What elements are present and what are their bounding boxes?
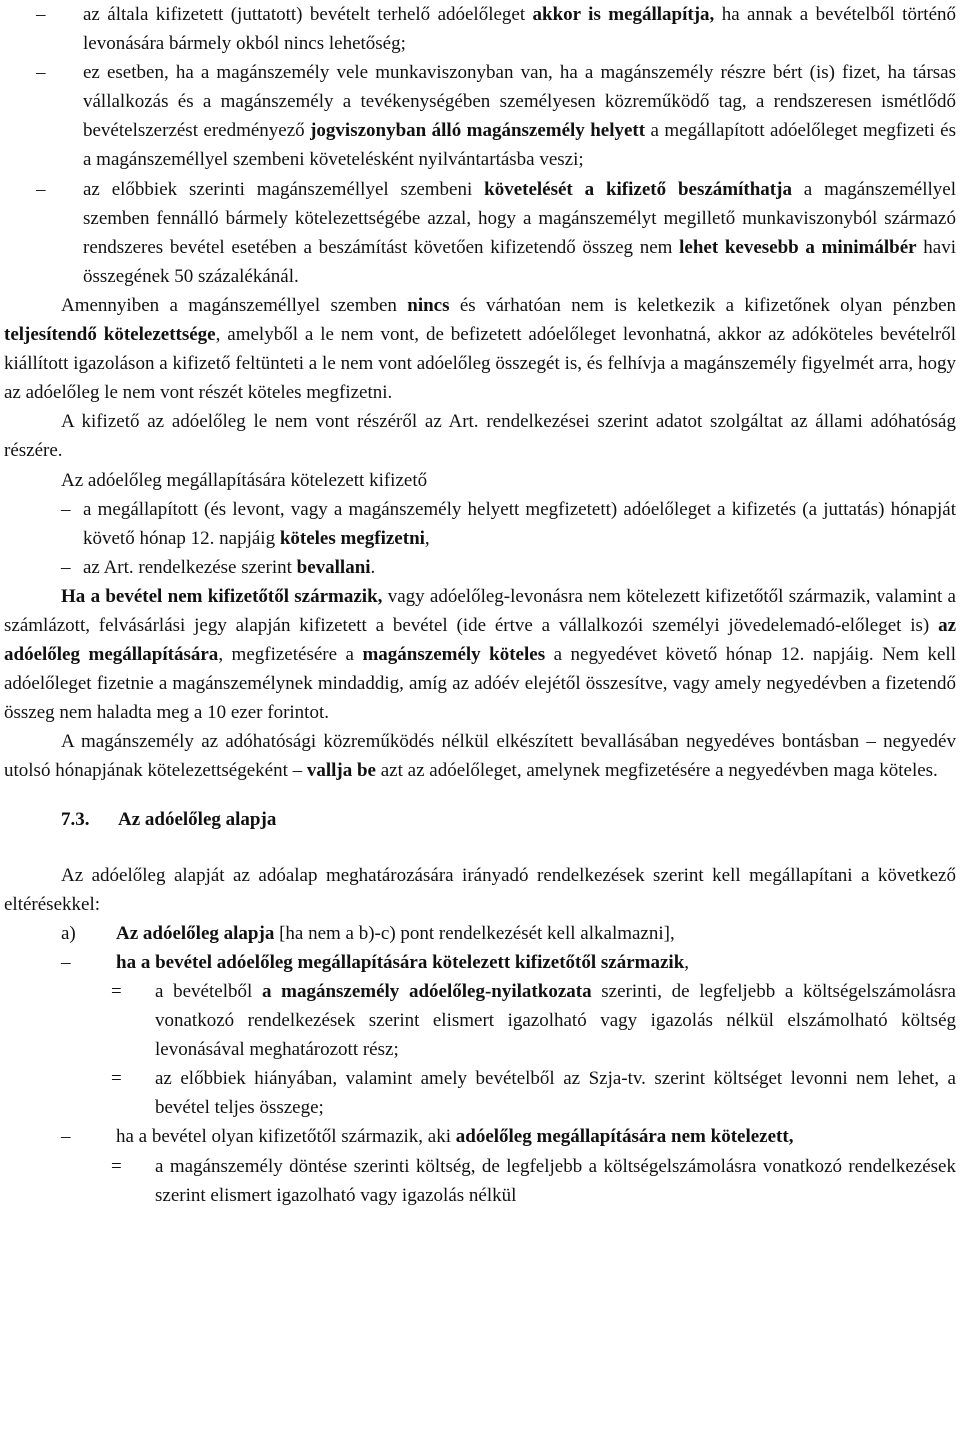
paragraph-obligated-payer: Az adóelőleg megállapítására kötelezett kifizető [61,469,428,491]
dash-item-2: – ez esetben, ha a magánszemély vele munkaviszonyban van, ha a magánszemély részre bért (is) fizet, ha társas vállalkozás és a magánszemély a tevékenységében személyesen közreműködő tag, a rendszeresen ismétlődő bevételszerzést eredményező jogviszonyban álló magánszemély helyett a megállapított adóelőleget megfizeti és a magánszeméllyel szembeni követelésként nyilvántartásba veszi; [4,58,956,174]
eq-item-2: = az előbbiek hiányában, valamint amely bevételből az Szja-tv. szerint költséget levonni nem lehet, a bevétel teljes összege; [4,1064,956,1122]
dash-marker: – [61,951,71,973]
dash-marker: – [36,4,46,25]
section-title: Az adóelőleg alapja [118,808,277,830]
eq-marker: = [111,981,122,1002]
dash-item-declare: – az Art. rendelkezése szerint bevallani. [4,553,956,582]
paragraph-data-supply: A kifizető az adóelőleg le nem vont részéről az Art. rendelkezései szerint adatot szolgáltat az állami adóhatóság részére. [4,411,956,462]
dash-item-1: – az általa kifizetett (juttatott) bevételt terhelő adóelőleget akkor is megállapítja, ha annak a bevételből történő levonására bármely okból nincs lehetőség; [4,0,956,58]
paragraph-quarterly-return: A magánszemély az adóhatósági közreműködés nélkül elkészített bevallásában negyedéves bontásban – negyedév utolsó hónapjának kötelezettségeként – vallja be azt az adóelőleget, amelynek megfizetésére a negyedévben maga köteles. [4,731,956,782]
dash-item-3: – az előbbiek szerinti magánszeméllyel szembeni követelését a kifizető beszámíthatja a magánszeméllyel szemben fennálló bármely kötelezettségébe azzal, hogy a magánszemélyt megillető munkaviszonyból származó rendszeres bevétel esetében a beszámítást követően kifizetendő összeg nem lehet kevesebb a minimálbér havi összegének 50 százalékánál. [4,175,956,291]
list-marker: a) [61,922,76,944]
paragraph-no-offset: Amennyiben a magánszeméllyel szemben nincs és várhatóan nem is keletkezik a kifizetőnek olyan pénzben teljesítendő kötelezettsége, amelyből a le nem vont, de befizetett adóelőleget levonhatná, akkor az adóköteles bevételről kiállított igazoláson a kifizető feltünteti a le nem vont adóelőleg összegét is, és felhívja a magánszemély figyelmét arra, hogy az adóelőleg le nem vont részét köteles megfizetni. [4,294,957,404]
dash-item-pay: – a megállapított (és levont, vagy a magánszemély helyett megfizetett) adóelőleget a kifizetés (a juttatás) hónapját követő hónap 12. napjáig köteles megfizetni, [4,495,956,553]
eq-item-3: = a magánszemély döntése szerinti költség, de legfeljebb a költségelszámolásra vonatkozó rendelkezések szerint elismert igazolható vagy igazolás nélkül [4,1152,956,1210]
dash-marker: – [61,1126,71,1148]
eq-marker: = [111,1068,122,1090]
paragraph-not-from-payer: Ha a bevétel nem kifizetőtől származik, vagy adóelőleg-levonásra nem kötelezett kifizetőtől származik, valamint a számlázott, felvásárlási jegy alapján kifizetett a bevétel (ide értve a vállalkozói személyi jövedelemadó-előleget is) az adóelőleg megállapítására, megfizetésére a magánszemély köteles a negyedévet követő hónap 12. napjáig. Nem kell adóelőleget fizetnie a magánszemélynek mindaddig, amíg az adóév elejétől összesítve, vagy amely negyedévben a fizetendő összeg nem haladta meg a 10 ezer forintot. [4,585,956,724]
dash-item-obligated-payer: – ha a bevétel adóelőleg megállapítására kötelezett kifizetőtől származik, [4,948,956,977]
dash-marker: – [36,62,46,84]
dash-marker: – [61,498,71,520]
paragraph-base-intro: Az adóelőleg alapját az adóalap meghatározására irányadó rendelkezések szerint kell megállapítani a következő eltérésekkel: [4,864,956,915]
dash-marker: – [61,556,71,578]
eq-marker: = [111,1155,122,1177]
section-heading [4,805,956,834]
section-number: 7.3. [61,808,90,830]
dash-marker: – [36,178,46,200]
list-item-a: a) Az adóelőleg alapja [ha nem a b)-c) pont rendelkezését kell alkalmazni], [4,919,956,948]
dash-item-not-obligated-payer: – ha a bevétel olyan kifizetőtől származik, aki adóelőleg megállapítására nem kötelezett, [4,1122,956,1151]
eq-item-1: = a bevételből a magánszemély adóelőleg-nyilatkozata szerinti, de legfeljebb a költségelszámolásra vonatkozó rendelkezések szerint elismert igazolható vagy igazolás nélkül elszámolható költség levonásával meghatározott rész; [4,977,956,1064]
